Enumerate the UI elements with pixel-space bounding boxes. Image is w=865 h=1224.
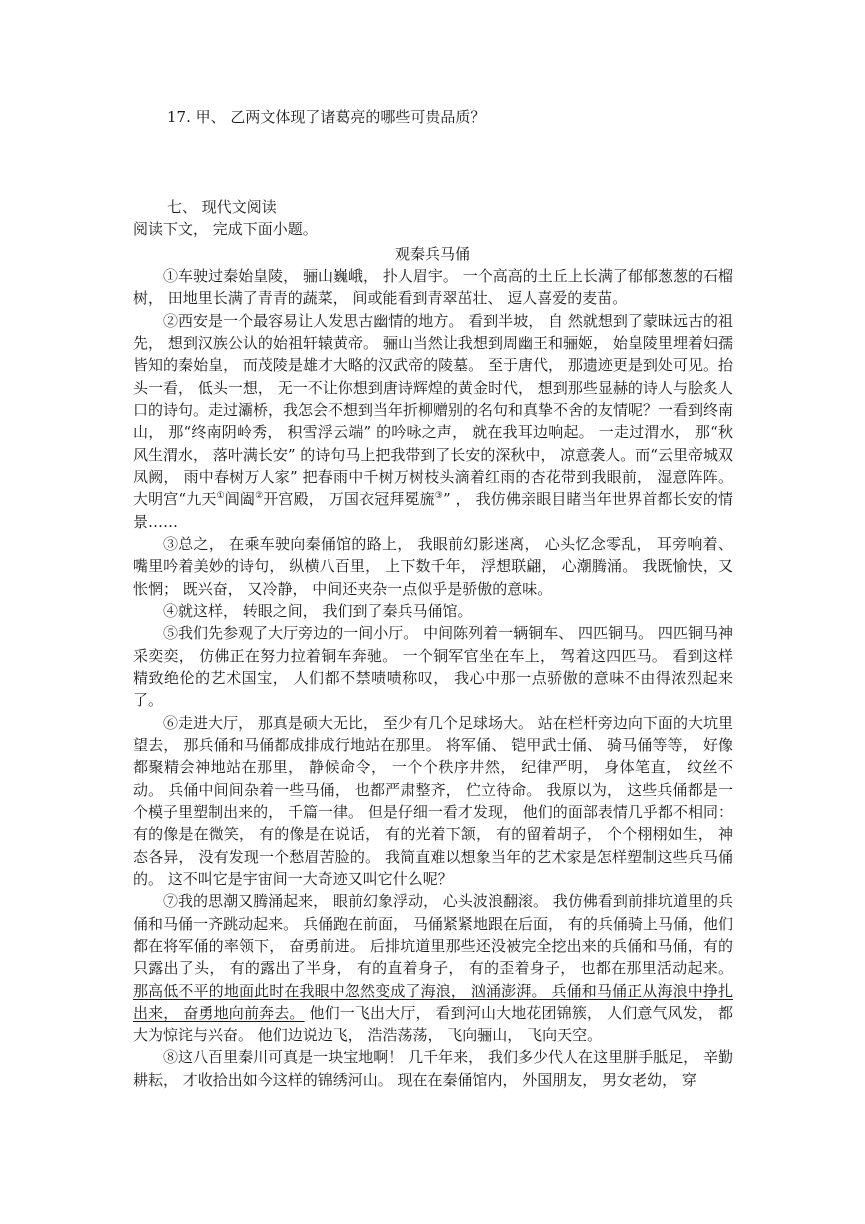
- footnote-marker-1: ①: [216, 491, 225, 502]
- paragraph-8: ⑧这八百里秦川可真是一块宝地啊！ 几千年来， 我们多少代人在这里胼手胝足， 辛勤耕耘， 才收拾出如今这样的锦绣河山。 现在在秦俑馆内， 外国朋友， 男女老幼， 穿: [133, 1048, 733, 1089]
- footnote-marker-3: ③: [434, 491, 444, 502]
- paragraph-6: ⑥走进大厅， 那真是硕大无比， 至少有几个足球场大。 站在栏杆旁边向下面的大坑里望去， 那兵俑和马俑都成排成行地站在那里。 将军俑、 铠甲武士俑、 骑马俑等等， 好像都聚精会神地站在那里， 静候命令， 一个个秩序井然， 纪律严明， 身体笔直， 纹丝不动。 兵俑中间间杂着一些马俑， 也都严肃整齐， 伫立待命。 我原以为， 这些兵俑都是一个模子里塑制出来的， 千篇一律。 但是仔细一看才发现， 他们的面部表情几乎都不相同：有的像是在微笑， 有的像是在说话， 有的光着下颔， 有的留着胡子， 个个栩栩如生， 神态各异， 没有发现一个愁眉苦脸的。 我简直难以想象当年的艺术家是怎样塑制这些兵马俑的。 这不叫它是宇宙间一大奇迹又叫它什么呢？: [133, 713, 733, 888]
- paragraph-2-text: ②西安是一个最容易让人发思古幽情的地方。 看到半坡， 自 然就想到了蒙昧远古的祖先， 想到汉族公认的始祖轩辕黄帝。 骊山当然让我想到周幽王和骊姬， 始皇陵里埋着妇孺皆知的秦始皇， 而茂陵是雄才大略的汉武帝的陵墓。 至于唐代， 那遗迹更是到处可见。抬头一看， 低头一想， 无一不让你想到唐诗辉煌的黄金时代， 想到那些显赫的诗人与脍炙人口的诗句。走过灞桥，我怎会不想到当年折柳赠别的名句和真挚不舍的友情呢？一看到终南山， 那“终南阴岭秀， 积雪浮云端” 的吟咏之声， 就在我耳边响起。 一走过渭水， 那“秋风生渭水， 落叶满长安” 的诗句马上把我带到了长安的深秋中， 凉意袭人。而“云里帝城双凤阙， 雨中春树万人家” 把春雨中千树万树枝头滴着红雨的杏花带到我眼前， 湿意阵阵。 大明宫“九天: [133, 311, 734, 509]
- paragraph-2-mid2: 开宫殿， 万国衣冠拜冕旒: [263, 490, 435, 509]
- paragraph-7: [133, 890, 733, 1046]
- paragraph-4: ④就这样， 转眼之间， 我们到了秦兵马俑馆。: [163, 601, 473, 620]
- section-heading: 七、 现代文阅读: [167, 198, 277, 216]
- paragraph-7-text: ⑦我的思潮又腾涌起来， 眼前幻象浮动， 心头波浪翻滚。 我仿佛看到前排坑道里的兵俑和马俑一齐跳动起来。 兵俑跑在前面， 马俑紧紧地跟在后面， 有的兵俑骑上马俑，他们都在将军俑的率领下， 奋勇前进。 后排坑道里那些还没被完全挖出来的兵俑和马俑，有的只露出了头， 有的露出了半身， 有的直着身子， 有的歪着身子， 也都在那里活动起来。: [133, 892, 733, 978]
- footnote-marker-2: ②: [255, 491, 264, 502]
- underlined-sentence: 那高低不平的地面此时在我眼中忽然变成了海浪， 汹涌澎湃。 兵俑和马俑正从海浪中挣扎出来， 奋勇地向前奔去。: [133, 981, 733, 1022]
- question-17: 17. 甲、 乙两文体现了诸葛亮的哪些可贵品质？: [167, 108, 486, 126]
- article-title: 观秦兵马俑: [394, 245, 470, 263]
- paragraph-2-mid1: 阊阖: [224, 490, 256, 509]
- paragraph-1: ①车驶过秦始皇陵， 骊山巍峨， 扑人眉宇。 一个高高的土丘上长满了郁郁葱葱的石榴树， 田地里长满了青青的蔬菜， 间或能看到青翠茁壮、 逗人喜爱的麦苗。: [133, 267, 733, 308]
- paragraph-3: ③总之， 在乘车驶向秦俑馆的路上， 我眼前幻影迷离， 心头忆念零乱， 耳旁响着、嘴里吟着美妙的诗句， 纵横八百里， 上下数千年， 浮想联翩， 心潮腾涌。 我既愉快，又怅惘； 既兴奋， 又冷静， 中间还夹杂一点似乎是骄傲的意味。: [133, 534, 733, 598]
- paragraph-2: [133, 310, 733, 533]
- paragraph-5: ⑤我们先参观了大厅旁边的一间小厅。 中间陈列着一辆铜车、 四匹铜马。 四匹铜马神采奕奕， 仿佛正在努力拉着铜车奔驰。 一个铜军官坐在车上， 驾着这四匹马。 看到这样精致绝伦的艺术国宝， 人们都不禁啧啧称叹， 我心中那一点骄傲的意味不由得浓烈起来了。: [133, 624, 733, 710]
- paragraph-2-end: ” ， 我仿佛亲眼目睹当年世界首都长安的情景……: [133, 490, 733, 531]
- article-body: [133, 265, 733, 1091]
- paragraph-7-end: 他们一飞出大厅， 看到河山大地花团锦簇， 人们意气风发， 都大为惊诧与兴奋。 他们边说边飞， 浩浩荡荡， 飞向骊山， 飞向天空。: [133, 1003, 733, 1045]
- reading-instruction: 阅读下文， 完成下面小题。: [133, 220, 318, 238]
